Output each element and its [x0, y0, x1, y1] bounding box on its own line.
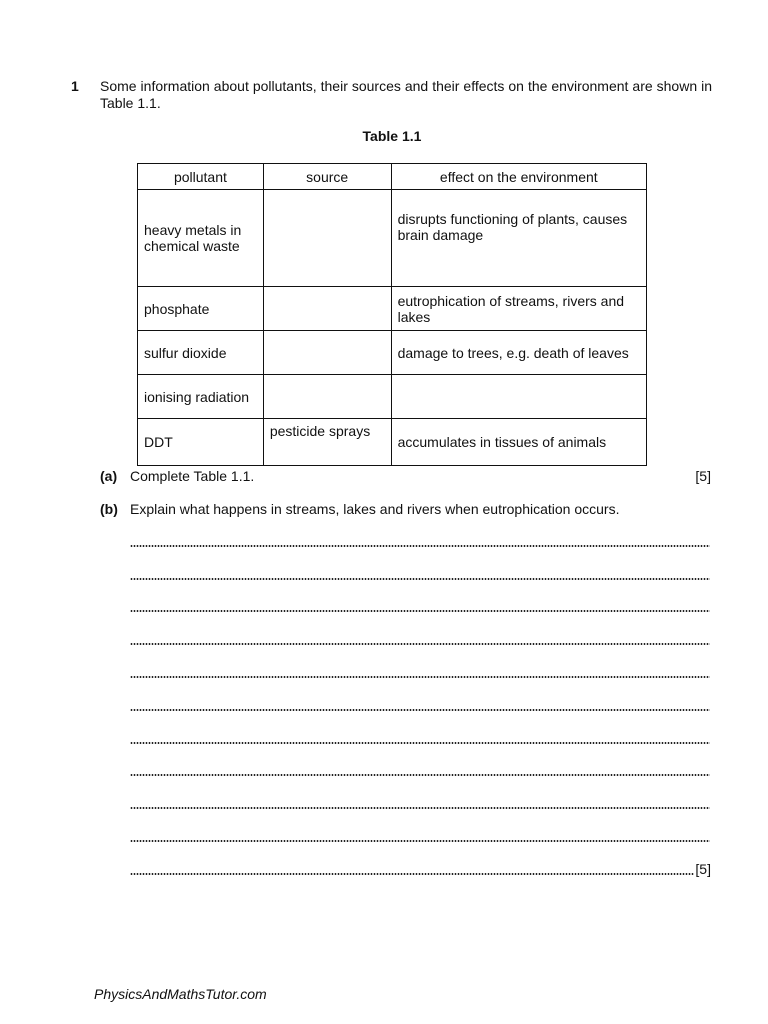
cell-source: pesticide sprays [263, 419, 391, 466]
answer-line[interactable] [130, 545, 710, 547]
cell-pollutant: phosphate [138, 287, 264, 331]
cell-effect[interactable] [391, 375, 646, 419]
answer-line[interactable] [130, 578, 710, 580]
cell-pollutant: heavy metals in chemical waste [138, 190, 264, 287]
question-number: 1 [71, 78, 79, 94]
table-row [138, 375, 647, 419]
answer-line[interactable] [130, 840, 710, 842]
pollutant-table [137, 163, 647, 466]
cell-source[interactable] [263, 331, 391, 375]
part-b-text: Explain what happens in streams, lakes and rivers when eutrophication occurs. [130, 501, 620, 517]
part-a-text: Complete Table 1.1. [130, 468, 255, 484]
answer-line[interactable] [130, 709, 710, 711]
cell-source[interactable] [263, 287, 391, 331]
cell-pollutant: DDT [138, 419, 264, 466]
header-pollutant: pollutant [138, 164, 264, 190]
table-header-row [138, 164, 647, 190]
cell-source[interactable] [263, 375, 391, 419]
cell-pollutant: sulfur dioxide [138, 331, 264, 375]
table-caption: Table 1.1 [362, 128, 422, 144]
table-row [138, 331, 647, 375]
answer-line[interactable] [130, 873, 694, 875]
cell-effect: eutrophication of streams, rivers and lakes [391, 287, 646, 331]
cell-effect: disrupts functioning of plants, causes brain damage [391, 190, 646, 287]
part-a-label: (a) [100, 468, 118, 484]
cell-effect: accumulates in tissues of animals [391, 419, 646, 466]
part-a-marks: [5] [695, 468, 711, 484]
answer-line[interactable] [130, 774, 710, 776]
part-b-label: (b) [100, 501, 118, 517]
table-row [138, 419, 647, 466]
answer-line[interactable] [130, 807, 710, 809]
cell-source[interactable] [263, 190, 391, 287]
cell-effect: damage to trees, e.g. death of leaves [391, 331, 646, 375]
answer-line[interactable] [130, 742, 710, 744]
answer-line[interactable] [130, 643, 710, 645]
question-intro: Some information about pollutants, their sources and their effects on the environment are shown in Table 1.1. [100, 78, 712, 111]
header-source: source [263, 164, 391, 190]
table-row [138, 287, 647, 331]
answer-line[interactable] [130, 676, 710, 678]
footer-site-name: PhysicsAndMathsTutor.com [94, 986, 267, 1002]
header-effect: effect on the environment [391, 164, 646, 190]
part-b-marks: [5] [695, 861, 711, 877]
table-row [138, 190, 647, 287]
cell-pollutant: ionising radiation [138, 375, 264, 419]
answer-line[interactable] [130, 610, 710, 612]
